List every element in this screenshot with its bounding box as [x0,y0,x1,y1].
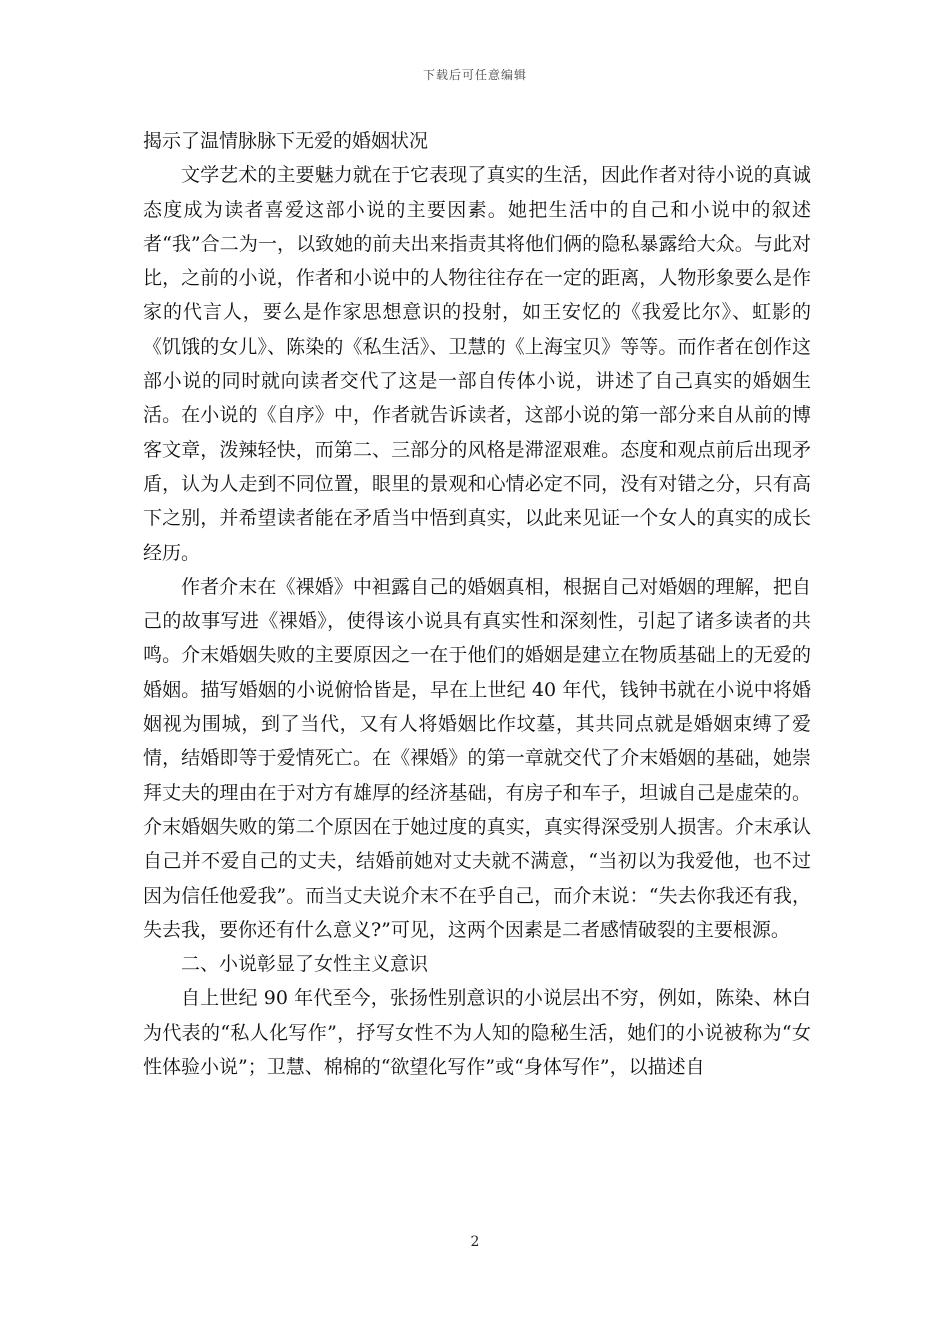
paragraph: 作者介末在《裸婚》中袒露自己的婚姻真相，根据自己对婚姻的理解，把自己的故事写进《裸婚》，使得该小说具有真实性和深刻性，引起了诸多读者的共鸣。介末婚姻失败的主要原因之一在于他们的婚姻是建立在物质基础上的无爱的婚姻。描写婚姻的小说俯恰皆是，早在上世纪 40 年代，钱钟书就在小说中将婚姻视为围城，到了当代，又有人将婚姻比作坟墓，其共同点就是婚姻束缚了爱情，结婚即等于爱情死亡。在《裸婚》的第一章就交代了介末婚姻的基础，她崇拜丈夫的理由在于对方有雄厚的经济基础，有房子和车子，坦诚自己是虚荣的。介末婚姻失败的第二个原因在于她过度的真实，真实得深受别人损害。介末承认自己并不爱自己的丈夫，结婚前她对丈夫就不满意，“当初以为我爱他，也不过因为信任他爱我”。而当丈夫说介末不在乎自己，而介末说：“失去你我还有我，失去我，要你还有什么意义?”可见，这两个因素是二者感情破裂的主要根源。 [143,575,811,941]
page-number: 2 [470,1234,480,1250]
document-body [143,124,811,1084]
section-heading: 二、小说彰显了女性主义意识 [181,953,429,976]
paragraph: 文学艺术的主要魅力就在于它表现了真实的生活，因此作者对待小说的真诚态度成为读者喜爱这部小说的主要因素。她把生活中的自己和小说中的叙述者“我”合二为一，以致她的前夫出来指责其将他们俩的隐私暴露给大众。与此对比，之前的小说，作者和小说中的人物往往存在一定的距离，人物形象要么是作家的代言人，要么是作家思想意识的投射，如王安忆的《我爱比尔》、虹影的《饥饿的女儿》、陈染的《私生活》、卫慧的《上海宝贝》等等。而作者在创作这部小说的同时就向读者交代了这是一部自传体小说，讲述了自己真实的婚姻生活。在小说的《自序》中，作者就告诉读者，这部小说的第一部分来自从前的博客文章，泼辣轻快，而第二、三部分的风格是滞涩艰难。态度和观点前后出现矛盾，认为人走到不同位置，眼里的景观和心情必定不同，没有对错之分，只有高下之别，并希望读者能在矛盾当中悟到真实，以此来见证一个女人的真实的成长经历。 [143,164,811,564]
page-header: 下载后可任意编辑 [422,68,527,82]
paragraph-continuation: 揭示了温情脉脉下无爱的婚姻状况 [143,130,429,152]
paragraph: 自上世纪 90 年代至今，张扬性别意识的小说层出不穷，例如，陈染、林白为代表的“私人化写作”，抒写女性不为人知的隐秘生活，她们的小说被称为“女性体验小说”；卫慧、棉棉的“欲望化写作”或“身体写作”，以描述自 [143,987,811,1079]
